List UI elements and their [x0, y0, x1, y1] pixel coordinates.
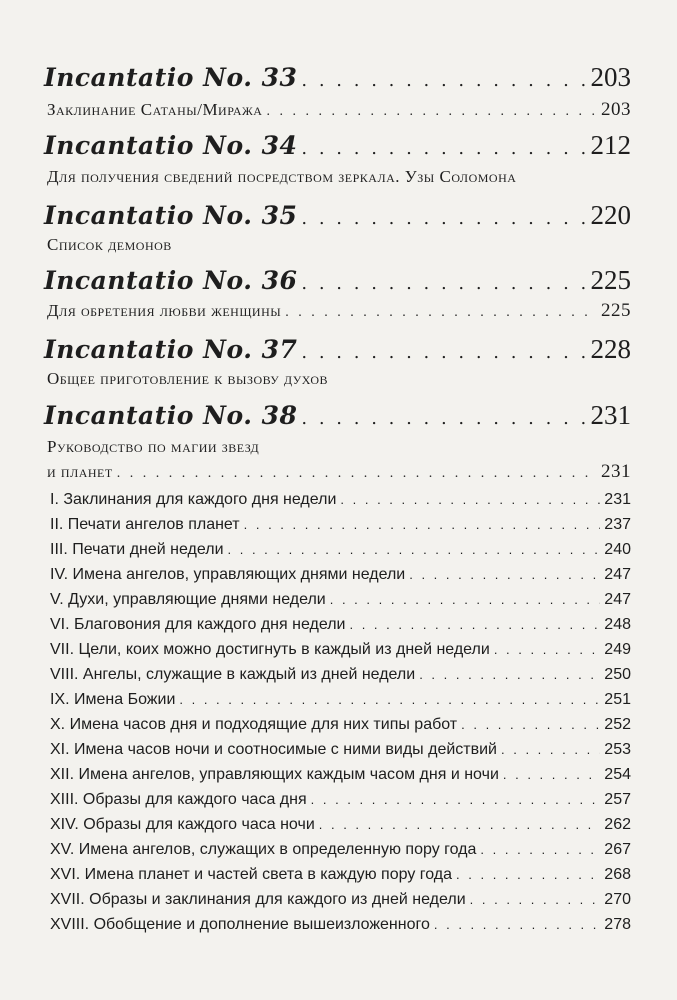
item-label: XIV. Образы для каждого часа ночи [50, 816, 315, 833]
toc-item [50, 541, 631, 559]
dot-leader [228, 542, 601, 557]
page-number: 254 [604, 766, 631, 783]
page-number: 228 [590, 334, 631, 364]
page-number: 278 [604, 916, 631, 933]
dot-leader [301, 138, 586, 159]
toc-chapter-38 [44, 400, 631, 431]
page-number: 247 [604, 591, 631, 608]
chapter-title: Incantatio No. 35 [44, 201, 298, 230]
toc-item [50, 766, 631, 784]
toc-item [50, 741, 631, 759]
page-number: 231 [590, 400, 631, 430]
toc-chapter-36 [44, 265, 631, 296]
toc-item [50, 816, 631, 834]
item-label: V. Духи, управляющие днями недели [50, 591, 326, 608]
page-number: 203 [601, 99, 631, 120]
page-number: 262 [604, 816, 631, 833]
subtitle-text: Для получения сведений посредством зеркала. Узы Соломона [47, 167, 517, 186]
dot-leader [266, 104, 597, 120]
dot-leader [501, 742, 600, 757]
item-label: X. Имена часов дня и подходящие для них типы работ [50, 716, 458, 733]
page-number: 268 [604, 866, 631, 883]
page-number: 267 [604, 841, 631, 858]
toc-item [50, 691, 631, 709]
dot-leader [117, 466, 597, 482]
page-number: 231 [604, 491, 631, 508]
chapter-title: Incantatio No. 37 [44, 335, 298, 364]
dot-leader [301, 273, 586, 294]
item-label: I. Заклинания для каждого дня недели [50, 491, 337, 508]
dot-leader [340, 492, 600, 507]
dot-leader [301, 408, 586, 429]
toc-subtitle-38-line2 [47, 461, 631, 483]
page-number: 257 [604, 791, 631, 808]
item-label: XVIII. Обобщение и дополнение вышеизложенного [50, 916, 430, 933]
dot-leader [330, 592, 601, 607]
dot-leader [494, 642, 600, 657]
page-number: 252 [604, 716, 631, 733]
item-label: XI. Имена часов ночи и соотносимые с ними виды действий [50, 741, 497, 758]
toc-chapter-33 [44, 62, 631, 93]
item-label: XVII. Образы и заклинания для каждого из дней недели [50, 891, 466, 908]
subtitle-text: Общее приготовление к вызову духов [47, 369, 328, 388]
page-number: 237 [604, 516, 631, 533]
dot-leader [461, 717, 600, 732]
dot-leader [301, 70, 586, 91]
chapter-title: Incantatio No. 38 [44, 401, 298, 430]
subtitle-text: Список демонов [47, 235, 172, 254]
dot-leader [319, 817, 601, 832]
toc-item [50, 591, 631, 609]
toc-item [50, 516, 631, 534]
page-number: 248 [604, 616, 631, 633]
toc-item [50, 841, 631, 859]
item-label: II. Печати ангелов планет [50, 516, 240, 533]
toc-subtitle-33 [47, 99, 631, 121]
page-number: 203 [590, 62, 631, 92]
item-label: XV. Имена ангелов, служащих в определенную пору года [50, 841, 477, 858]
toc-subtitle-34 [47, 167, 631, 187]
item-label: IX. Имена Божии [50, 691, 176, 708]
dot-leader [179, 692, 600, 707]
dot-leader [419, 667, 600, 682]
page-number: 231 [601, 461, 631, 482]
subtitle-text: Руководство по магии звезд [47, 437, 260, 456]
toc-subtitle-35 [47, 235, 631, 255]
item-label: VIII. Ангелы, служащие в каждый из дней недели [50, 666, 416, 683]
toc-item [50, 566, 631, 584]
page-number: 270 [604, 891, 631, 908]
page-number: 250 [604, 666, 631, 683]
page-number: 249 [604, 641, 631, 658]
toc-chapter-35 [44, 200, 631, 231]
dot-leader [301, 342, 586, 363]
dot-leader [311, 792, 601, 807]
dot-leader [409, 567, 600, 582]
page-number: 251 [604, 691, 631, 708]
item-label: VI. Благовония для каждого дня недели [50, 616, 346, 633]
dot-leader [301, 208, 586, 229]
page-number: 212 [590, 130, 631, 160]
toc-subtitle-37 [47, 369, 631, 389]
chapter-title: Incantatio No. 36 [44, 266, 298, 295]
toc-item [50, 891, 631, 909]
toc-item [50, 866, 631, 884]
item-label: XIII. Образы для каждого часа дня [50, 791, 307, 808]
toc-chapter-37 [44, 334, 631, 365]
page-number: 225 [601, 300, 631, 321]
page-number: 253 [604, 741, 631, 758]
chapter-title: Incantatio No. 33 [44, 63, 298, 92]
chapter-title: Incantatio No. 34 [44, 131, 298, 160]
dot-leader [480, 842, 600, 857]
toc-item [50, 916, 631, 934]
toc-item [50, 491, 631, 509]
subtitle-text: и планет [47, 462, 113, 481]
toc-subtitle-36 [47, 300, 631, 322]
toc-subtitle-38-line1 [47, 437, 631, 457]
page-number: 240 [604, 541, 631, 558]
toc-item [50, 641, 631, 659]
dot-leader [349, 617, 600, 632]
dot-leader [503, 767, 600, 782]
item-label: XVI. Имена планет и частей света в каждую пору года [50, 866, 453, 883]
subtitle-text: Для обретения любви женщины [47, 301, 282, 320]
page-number: 220 [590, 200, 631, 230]
dot-leader [244, 517, 601, 532]
toc-item [50, 666, 631, 684]
subtitle-text: Заклинание Сатаны/Миража [47, 100, 263, 119]
item-label: VII. Цели, коих можно достигнуть в каждый из дней недели [50, 641, 490, 658]
toc-item [50, 616, 631, 634]
item-label: XII. Имена ангелов, управляющих каждым часом дня и ночи [50, 766, 499, 783]
dot-leader [456, 867, 600, 882]
dot-leader [434, 917, 600, 932]
page-number: 247 [604, 566, 631, 583]
item-label: IV. Имена ангелов, управляющих днями недели [50, 566, 406, 583]
dot-leader [470, 892, 601, 907]
toc-item [50, 791, 631, 809]
toc-chapter-34 [44, 130, 631, 161]
item-label: III. Печати дней недели [50, 541, 224, 558]
toc-item [50, 716, 631, 734]
dot-leader [285, 305, 597, 321]
page-number: 225 [590, 265, 631, 295]
